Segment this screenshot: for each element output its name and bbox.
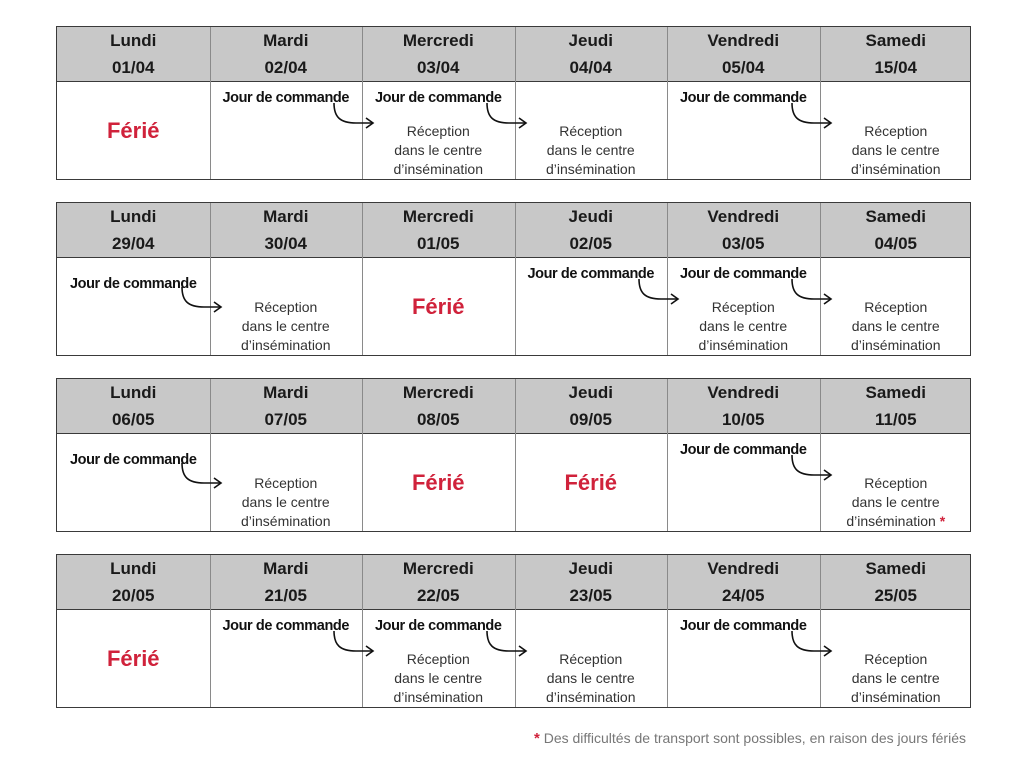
day-name: Jeudi (568, 559, 613, 578)
day-header (362, 203, 515, 257)
day-date: 06/05 (111, 410, 155, 429)
day-header (667, 555, 820, 609)
reception-line: dans le centre (241, 318, 330, 334)
reception-line: Réception (254, 475, 318, 491)
day-header (57, 555, 210, 609)
reception-line: dans le centre (851, 142, 940, 158)
reception-line: d’insémination (241, 337, 331, 353)
reception-line: d’insémination (546, 689, 636, 705)
week-table (56, 202, 971, 356)
week-table (56, 26, 971, 180)
reception-line: Réception (406, 651, 470, 667)
day-name: Mercredi (402, 559, 474, 578)
order-day-label: Jour de commande (69, 452, 197, 468)
day-date: 02/04 (264, 58, 308, 77)
arrow-icon (637, 277, 697, 317)
day-header (210, 203, 363, 257)
day-header (820, 555, 973, 609)
transport-warning-asterisk: * (939, 513, 946, 529)
arrow-icon (332, 629, 392, 669)
reception-line: d’insémination (851, 161, 941, 177)
day-date: 01/04 (111, 58, 155, 77)
order-day-label: Jour de commande (222, 618, 350, 634)
day-date: 29/04 (111, 234, 155, 253)
day-date: 03/04 (416, 58, 460, 77)
reception-line: dans le centre (851, 494, 940, 510)
day-header (362, 379, 515, 433)
reception-line: Réception (864, 651, 928, 667)
day-date: 22/05 (416, 586, 460, 605)
order-day-label: Jour de commande (222, 90, 350, 106)
arrow-icon (332, 101, 392, 141)
day-date: 09/05 (569, 410, 613, 429)
reception-line: d’insémination (698, 337, 788, 353)
day-name: Lundi (110, 559, 157, 578)
holiday-label: Férié (564, 470, 618, 495)
day-date: 15/04 (874, 58, 918, 77)
day-header (515, 203, 668, 257)
order-day-label: Jour de commande (679, 618, 807, 634)
day-header (57, 379, 210, 433)
day-header (667, 27, 820, 81)
order-day-label: Jour de commande (527, 266, 655, 282)
reception-line: d’insémination (241, 513, 331, 529)
arrow-icon (180, 461, 240, 501)
reception-line: d’insémination (393, 161, 483, 177)
day-header (210, 379, 363, 433)
day-date: 23/05 (569, 586, 613, 605)
reception-line: d’insémination (546, 161, 636, 177)
day-header (362, 555, 515, 609)
day-header (820, 379, 973, 433)
day-name: Mardi (263, 559, 309, 578)
day-name: Samedi (865, 207, 926, 226)
reception-line: dans le centre (394, 142, 483, 158)
day-date: 10/05 (721, 410, 765, 429)
day-header (57, 203, 210, 257)
reception-line: dans le centre (851, 670, 940, 686)
day-date: 21/05 (264, 586, 308, 605)
day-header (362, 27, 515, 81)
arrow-icon (790, 629, 850, 669)
order-day-label: Jour de commande (679, 442, 807, 458)
day-date: 04/05 (874, 234, 918, 253)
reception-line: d’insémination (393, 689, 483, 705)
day-name: Vendredi (707, 559, 780, 578)
day-header (667, 203, 820, 257)
arrow-icon (485, 101, 545, 141)
day-name: Mercredi (402, 207, 474, 226)
reception-line: d’insémination (851, 689, 941, 705)
day-date: 24/05 (721, 586, 765, 605)
week-table (56, 378, 971, 532)
reception-line: Réception (559, 651, 623, 667)
day-name: Mardi (263, 207, 309, 226)
reception-line: dans le centre (394, 670, 483, 686)
reception-line: dans le centre (851, 318, 940, 334)
reception-line: dans le centre (546, 670, 635, 686)
day-name: Mardi (263, 31, 309, 50)
day-date: 04/04 (569, 58, 613, 77)
day-name: Jeudi (568, 31, 613, 50)
day-header (210, 555, 363, 609)
day-date: 03/05 (721, 234, 765, 253)
day-name: Mercredi (402, 31, 474, 50)
reception-line: dans le centre (546, 142, 635, 158)
day-header (57, 27, 210, 81)
day-name: Lundi (110, 207, 157, 226)
footnote-text: Des difficultés de transport sont possibles, en raison des jours fériés (543, 730, 966, 746)
holiday-label: Férié (106, 646, 160, 671)
reception-line: Réception (864, 123, 928, 139)
day-cell (57, 610, 210, 708)
day-header (820, 203, 973, 257)
order-day-label: Jour de commande (679, 90, 807, 106)
day-header (515, 379, 668, 433)
day-name: Samedi (865, 559, 926, 578)
day-name: Jeudi (568, 207, 613, 226)
arrow-icon (790, 101, 850, 141)
day-header (667, 379, 820, 433)
order-day-label: Jour de commande (679, 266, 807, 282)
footnote (534, 730, 966, 747)
day-date: 02/05 (569, 234, 613, 253)
reception-line: Réception (864, 299, 928, 315)
reception-line: dans le centre (241, 494, 330, 510)
day-cell (515, 434, 668, 532)
reception-line (820, 512, 973, 531)
day-date: 07/05 (264, 410, 308, 429)
day-header (515, 555, 668, 609)
holiday-label: Férié (411, 294, 465, 319)
day-date: 08/05 (416, 410, 460, 429)
order-day-label: Jour de commande (374, 618, 502, 634)
day-date: 20/05 (111, 586, 155, 605)
order-day-label: Jour de commande (374, 90, 502, 106)
day-date: 25/05 (874, 586, 918, 605)
arrow-icon (485, 629, 545, 669)
day-name: Mardi (263, 383, 309, 402)
reception-line: dans le centre (699, 318, 788, 334)
day-name: Mercredi (402, 383, 474, 402)
reception-line: Réception (559, 123, 623, 139)
holiday-label: Férié (106, 118, 160, 143)
day-date: 30/04 (264, 234, 308, 253)
day-name: Vendredi (707, 207, 780, 226)
reception-line: Réception (254, 299, 318, 315)
arrow-icon (790, 277, 850, 317)
day-name: Vendredi (707, 31, 780, 50)
day-date: 11/05 (874, 410, 917, 429)
arrow-icon (180, 285, 240, 325)
day-header (515, 27, 668, 81)
reception-line: Réception (711, 299, 775, 315)
day-cell (57, 82, 210, 180)
day-name: Jeudi (568, 383, 613, 402)
arrow-icon (790, 453, 850, 493)
day-date: 01/05 (416, 234, 460, 253)
day-name: Samedi (865, 31, 926, 50)
day-date: 05/04 (721, 58, 765, 77)
week-table (56, 554, 971, 708)
day-name: Lundi (110, 31, 157, 50)
reception-line-text: d’insémination (846, 513, 936, 529)
order-day-label: Jour de commande (69, 276, 197, 292)
day-cell (362, 434, 515, 532)
holiday-label: Férié (411, 470, 465, 495)
day-header (820, 27, 973, 81)
reception-line: d’insémination (851, 337, 941, 353)
reception-line: Réception (406, 123, 470, 139)
reception-line: Réception (864, 475, 928, 491)
day-name: Lundi (110, 383, 157, 402)
day-header (210, 27, 363, 81)
day-name: Samedi (865, 383, 926, 402)
day-cell (362, 258, 515, 356)
footnote-asterisk: * (533, 730, 540, 747)
day-name: Vendredi (707, 383, 780, 402)
